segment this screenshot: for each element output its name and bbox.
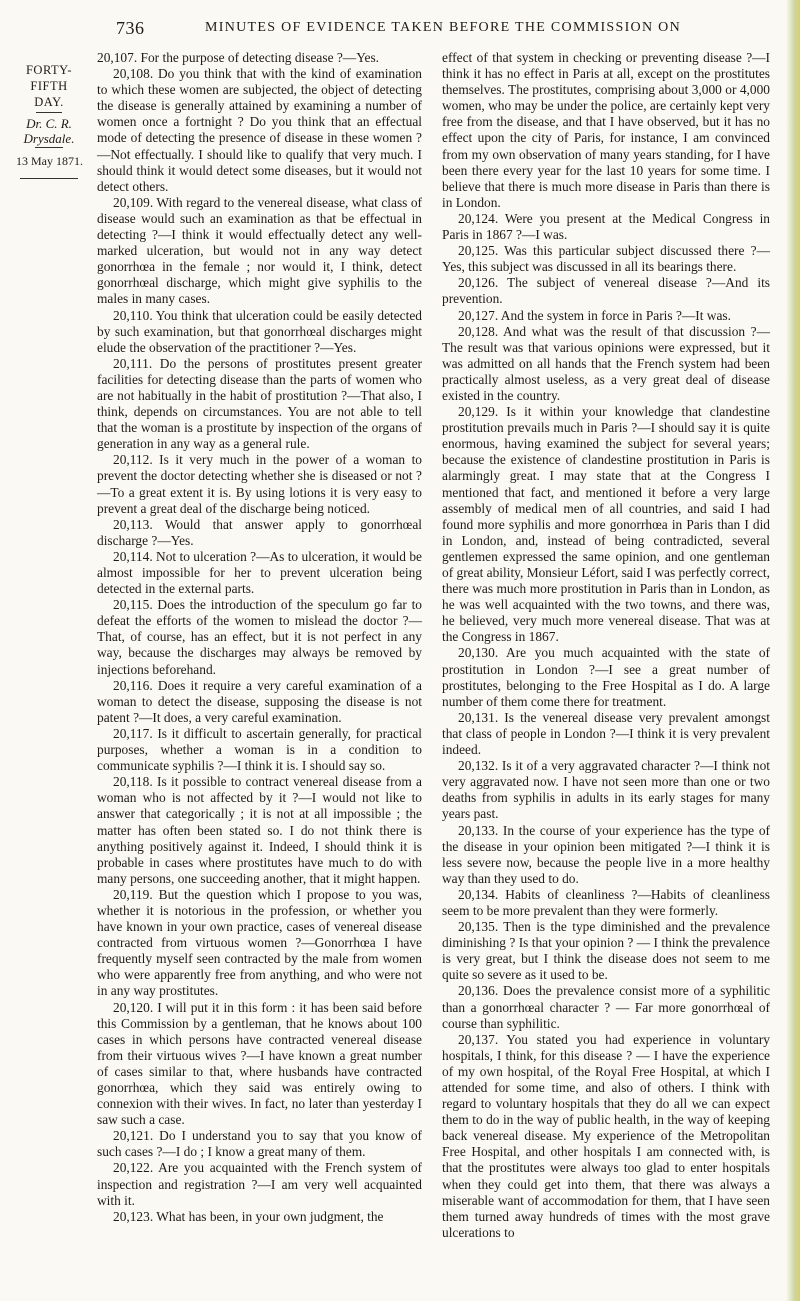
margin-divider [35, 147, 63, 148]
margin-divider [36, 112, 62, 113]
paragraph: 20,136. Does the prevalence consist more of a syphilitic than a gonorrhœal character ? — Far more gonorrhœal of course than syphilitic. [442, 983, 770, 1031]
paragraph: 20,127. And the system in force in Paris ?—It was. [458, 307, 731, 323]
left-column [97, 50, 422, 1225]
paragraph: 20,125. Was this particular subject discussed there ?—Yes, this subject was discussed in all its bearings there. [442, 243, 770, 275]
margin-day: FORTY-FIFTH DAY. [25, 63, 72, 109]
paragraph: 20,121. Do I understand you to say that you know of such cases ?—I do ; I know a great many of them. [97, 1128, 422, 1160]
margin-date: 13 May 1871. [16, 154, 83, 168]
paragraph: 20,119. But the question which I propose to you was, whether it is notorious in the profession, or whether you have known in your own practice, cases of venereal disease contracted from virtuous women ?—Gonorrhœa I have frequently myself seen contracted by the male from women who were apparently free from anything, and who were not in any way prostitutes. [97, 886, 422, 999]
paragraph: 20,137. You stated you had experience in voluntary hospitals, I think, for this disease ? — I have the experience of my own hospital, of the Royal Free Hospital, at which I attended for some time, and also of others. I think with regard to voluntary hospitals that they do all we can expect them to do in the way of public health, in the way of keeping back venereal disease. My experience of the Metropolitan Free Hospital, and other hospitals I am connected with, is that the prostitutes were always too glad to enter hospitals when they could get into them, that there was always a miserable want of accommodation for them, that I have seen them turned away hundreds of times with the most grave ulcerations to [442, 1031, 770, 1240]
paragraph: 20,132. Is it of a very aggravated character ?—I think not very aggravated now. I have not seen more than one or two deaths from syphilis in adults in its early stages for many years past. [442, 758, 770, 822]
paragraph: 20,130. Are you much acquainted with the state of prostitution in London ?—I see a great number of prostitutes, belonging to the Free Hospital as I do. A large number of them come there for treatment. [442, 645, 770, 709]
margin-divider [20, 178, 78, 179]
paragraph: 20,111. Do the persons of prostitutes present greater facilities for detecting disease than the parts of women who are not habitually in the habit of prostitution ?—That also, I think, depends on circumstances. You are not able to tell that the woman is a prostitute by inspection of the organs of generation in any way as a general rule. [97, 355, 422, 452]
margin-note [16, 62, 83, 179]
paragraph: 20,109. With regard to the venereal disease, what class of disease would such an examination as that be effectual in detecting ?—I think it would effectually detect any well-marked ulceration, but would not in any way detect gonorrhœa in the female ; nor would it, I think, detect gonorrhœal discharge, which might give syphilis to the males in many cases. [97, 194, 422, 307]
paragraph: 20,110. You think that ulceration could be easily detected by such examination, but that gonorrhœal discharges might elude the observation of the practitioner ?—Yes. [97, 307, 422, 355]
paragraph: 20,128. And what was the result of that discussion ?—The result was that various opinions were expressed, but it was admitted on all hands that the French system had been practically almost useless, as a very great deal of disease existed in the country. [442, 323, 770, 403]
paragraph: 20,126. The subject of venereal disease ?—And its prevention. [442, 275, 770, 307]
running-head: MINUTES OF EVIDENCE TAKEN BEFORE THE COMMISSION ON [205, 20, 681, 35]
paragraph: 20,129. Is it within your knowledge that clandestine prostitution prevails much in Paris ?—I should say it is quite enormous, having examined the subject for several years; because the existence of clandestine prostitution in Paris is alarmingly great. I may state that at the Congress I mentioned that fact, and mentioned it before a very large assembly of medical men of all countries, and said I had found more syphilis and more gonorrhœa in Paris than I did in London, and, instead of being contradicted, several gentlemen expressed the same opinion, and one gentleman of great ability, Monsieur Léfort, said I was perfectly correct, there was much more prostitution in Paris than in London, as he was well acquainted with the two towns, and there was, he believed, very much more venereal disease. That was at the Congress in 1867. [442, 404, 770, 645]
paragraph: 20,131. Is the venereal disease very prevalent amongst that class of people in London ?—I think it is very prevalent indeed. [442, 709, 770, 758]
page-number: 736 [116, 18, 145, 38]
paragraph: 20,112. Is it very much in the power of a woman to prevent the doctor detecting whether she is diseased or not ?—To a great extent it is. By using lotions it is very easy to prevent a great deal of the discharge being noticed. [97, 452, 422, 516]
paragraph: effect of that system in checking or preventing disease ?—I think it has no effect in Paris at all, except on the prostitutes themselves. The prostitutes, comprising about 3,000 or 4,000 women, who may be under the police, are certainly kept very free from the disease, and that I have observed, but it has no effect upon the city of Paris, for instance, I am convinced from my own observation of many years standing, for I have been there every year for the last 10 years for some time. I believe that there is much more disease in Paris than there is in London. [442, 50, 770, 210]
margin-witness: Dr. C. R. Drysdale. [23, 116, 75, 146]
paragraph: 20,107. For the purpose of detecting disease ?—Yes. [97, 50, 380, 65]
paragraph: 20,124. Were you present at the Medical Congress in Paris in 1867 ?—I was. [442, 210, 770, 243]
paragraph: 20,123. What has been, in your own judgment, the [113, 1208, 384, 1224]
page-edge [786, 0, 800, 1301]
right-column [442, 50, 770, 1241]
paragraph: 20,133. In the course of your experience has the type of the disease in your opinion been mitigated ?—I think it is less severe now, because the people live in a more healthy way than they used to do. [442, 822, 770, 886]
paragraph: 20,115. Does the introduction of the speculum go far to defeat the efforts of the women to mislead the doctor ?—That, of course, has an effect, but it is not perfect in any way, because the discharges may always be removed by injections beforehand. [97, 597, 422, 677]
paragraph: 20,116. Does it require a very careful examination of a woman to detect the disease, supposing the disease is not patent ?—It does, a very careful examination. [97, 677, 422, 725]
paragraph: 20,118. Is it possible to contract venereal disease from a woman who is not affected by it ?—I would not like to answer that categorically ; it is not at all impossible ; the matter has often been stated so. I do not think there is anything positively against it. Indeed, I should think it is probable in cases where prostitutes have much to do with many persons, one succeeding another, that it might happen. [97, 774, 422, 886]
page-header [0, 18, 800, 44]
paragraph: 20,108. Do you think that with the kind of examination to which these women are subjected, the object of detecting the disease is generally attained by examining a number of women once a fortnight ? Do you think that an effectual mode of detecting the presence of disease in these women ?—Not effectually. I should like to qualify that very much. I should think it would detect some diseases, but it would not detect others. [97, 66, 422, 194]
paragraph: 20,117. Is it difficult to ascertain generally, for practical purposes, whether a woman is in a condition to communicate syphilis ?—I think it is. I should say so. [97, 725, 422, 774]
paragraph: 20,135. Then is the type diminished and the prevalence diminishing ? Is that your opinion ? — I think the prevalence is very great, but I think the disease does not seem to me quite so severe as it used to be. [442, 919, 770, 983]
paragraph: 20,120. I will put it in this form : it has been said before this Commission by a gentleman, that he knows about 100 cases in which persons have contracted venereal disease from their virtuous wives ?—I have known a great number of cases similar to that, where husbands have contracted gonorrhœa, which they said was entirely owing to connexion with their wives. In fact, no later than yesterday I saw such a case. [97, 999, 422, 1128]
paragraph: 20,134. Habits of cleanliness ?—Habits of cleanliness seem to be more prevalent than they were formerly. [442, 886, 770, 918]
paragraph: 20,113. Would that answer apply to gonorrhœal discharge ?—Yes. [97, 516, 422, 548]
paragraph: 20,122. Are you acquainted with the French system of inspection and registration ?—I am very well acquainted with it. [97, 1160, 422, 1208]
paragraph: 20,114. Not to ulceration ?—As to ulceration, it would be almost impossible for her to prevent ulceration being detected in the external parts. [97, 548, 422, 597]
